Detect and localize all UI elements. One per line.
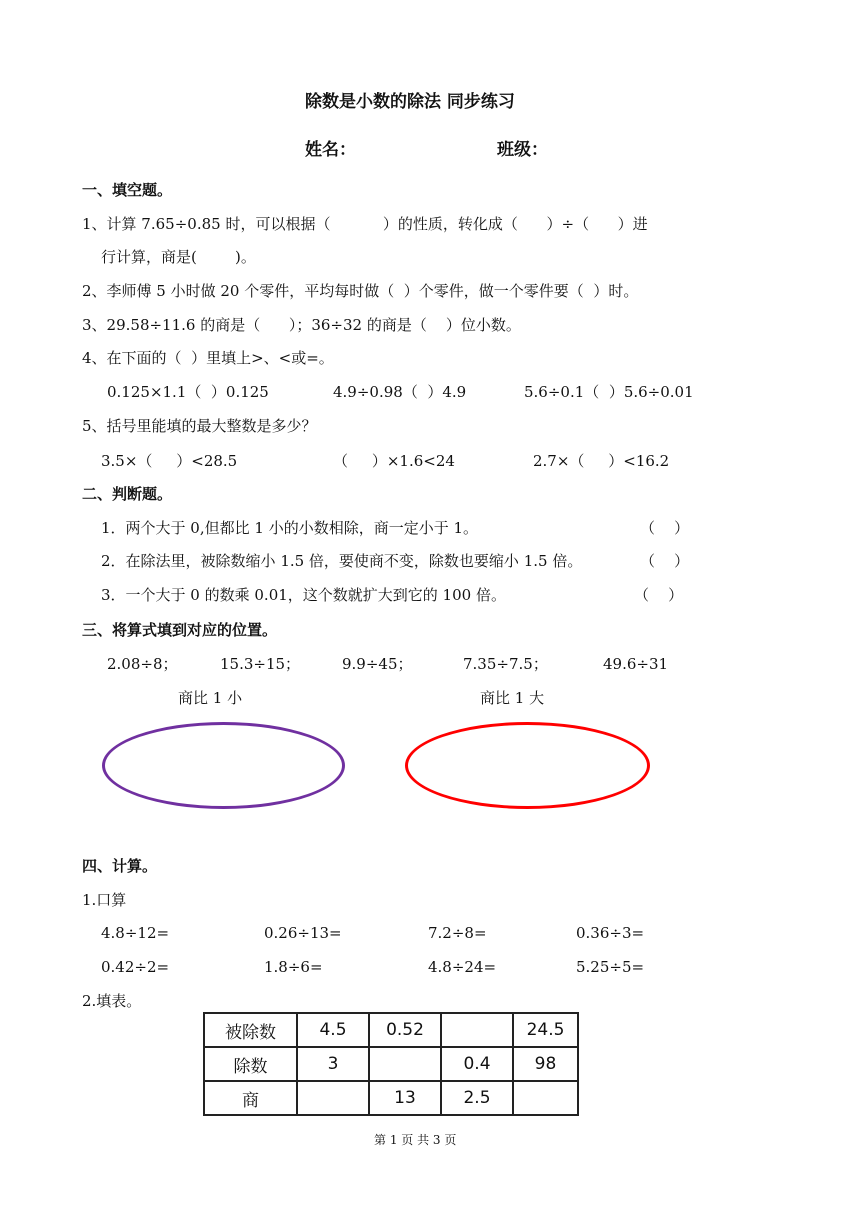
oral-item: 0.42÷2= xyxy=(101,958,170,976)
oral-item: 1.8÷6= xyxy=(264,958,323,976)
expression: 7.35÷7.5； xyxy=(463,655,548,673)
question-2: 2、李师傅 5 小时做 20 个零件，平均每时做（ ）个零件，做一个零件要（ ）时。 xyxy=(82,282,639,300)
table-row xyxy=(204,1013,578,1047)
page-footer: 第 1 页 共 3 页 xyxy=(374,1133,457,1147)
question-4-item: 0.125×1.1（ ）0.125 xyxy=(107,383,269,401)
question-5: 5、括号里能填的最大整数是多少？ xyxy=(82,417,317,435)
oral-item: 0.26÷13= xyxy=(264,924,342,942)
table-cell: 0.4 xyxy=(441,1047,513,1081)
section2-heading: 二、判断题。 xyxy=(82,485,173,503)
table-cell: 0.52 xyxy=(369,1013,441,1047)
judgement-paren: （ ） xyxy=(634,586,684,604)
table-cell: 98 xyxy=(513,1047,578,1081)
question-5-item: （ ）×1.6<24 xyxy=(333,452,455,470)
judgement-paren: （ ） xyxy=(640,519,690,537)
question-1-line-1: 1、计算 7.65÷0.85 时，可以根据（ ）的性质，转化成（ ）÷（ ）进 xyxy=(82,215,648,233)
judgement-item: 3．一个大于 0 的数乘 0.01，这个数就扩大到它的 100 倍。 xyxy=(101,586,506,604)
question-4-item: 5.6÷0.1（ ）5.6÷0.01 xyxy=(524,383,694,401)
oral-item: 7.2÷8= xyxy=(428,924,487,942)
division-table xyxy=(203,1012,579,1116)
section4-heading: 四、计算。 xyxy=(82,857,158,875)
section3-heading: 三、将算式填到对应的位置。 xyxy=(82,621,278,639)
table-cell[interactable] xyxy=(297,1081,369,1115)
judgement-item: 2．在除法里，被除数缩小 1.5 倍，要使商不变，除数也要缩小 1.5 倍。 xyxy=(101,552,583,570)
table-cell[interactable] xyxy=(441,1013,513,1047)
table-header-cell: 商 xyxy=(204,1081,297,1115)
ellipse-greater-than-1[interactable] xyxy=(405,722,650,809)
table-cell: 13 xyxy=(369,1081,441,1115)
table-cell: 2.5 xyxy=(441,1081,513,1115)
oral-item: 4.8÷24= xyxy=(428,958,497,976)
question-4-item: 4.9÷0.98（ ）4.9 xyxy=(333,383,467,401)
table-header-cell: 被除数 xyxy=(204,1013,297,1047)
table-row xyxy=(204,1081,578,1115)
judgement-item: 1．两个大于 0,但都比 1 小的小数相除，商一定小于 1。 xyxy=(101,519,479,537)
question-4: 4、在下面的（ ）里填上>、<或=。 xyxy=(82,349,334,367)
label-quotient-less-than-1: 商比 1 小 xyxy=(178,689,243,707)
oral-item: 5.25÷5= xyxy=(576,958,645,976)
expression: 2.08÷8； xyxy=(107,655,178,673)
question-5-item: 3.5×（ ）<28.5 xyxy=(101,452,238,470)
name-label: 姓名： xyxy=(305,140,356,160)
expression: 49.6÷31 xyxy=(603,655,669,673)
table-cell: 24.5 xyxy=(513,1013,578,1047)
class-label: 班级： xyxy=(497,140,548,160)
question-1-line-2: 行计算，商是( )。 xyxy=(101,248,256,266)
page-title: 除数是小数的除法 同步练习 xyxy=(305,92,515,112)
table-cell[interactable] xyxy=(369,1047,441,1081)
ellipse-less-than-1[interactable] xyxy=(102,722,345,809)
question-3: 3、29.58÷11.6 的商是（ ）；36÷32 的商是（ ）位小数。 xyxy=(82,316,521,334)
table-cell: 4.5 xyxy=(297,1013,369,1047)
oral-calc-heading: 1.口算 xyxy=(82,891,127,909)
expression: 9.9÷45； xyxy=(342,655,413,673)
table-row xyxy=(204,1047,578,1081)
fill-table-heading: 2.填表。 xyxy=(82,992,142,1010)
table-cell[interactable] xyxy=(513,1081,578,1115)
table-header-cell: 除数 xyxy=(204,1047,297,1081)
judgement-paren: （ ） xyxy=(640,552,690,570)
question-5-item: 2.7×（ ）<16.2 xyxy=(533,452,670,470)
oral-item: 0.36÷3= xyxy=(576,924,645,942)
expression: 15.3÷15； xyxy=(220,655,301,673)
table-cell: 3 xyxy=(297,1047,369,1081)
oral-item: 4.8÷12= xyxy=(101,924,170,942)
section1-heading: 一、填空题。 xyxy=(82,181,173,199)
label-quotient-greater-than-1: 商比 1 大 xyxy=(480,689,545,707)
